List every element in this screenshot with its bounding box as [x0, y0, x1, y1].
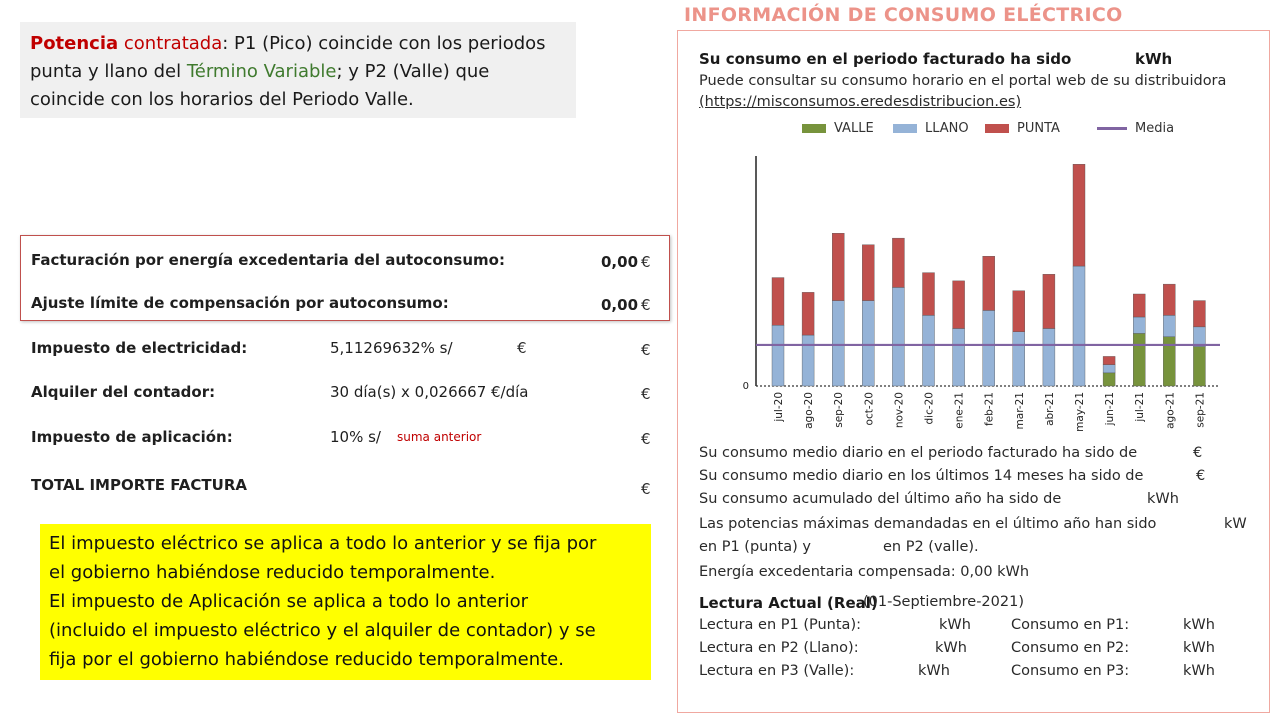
- bar-punta: [862, 245, 874, 301]
- bar-llano: [892, 287, 904, 386]
- euro-sign: €: [641, 430, 651, 448]
- impuestos-note-line: El impuesto eléctrico se aplica a todo lo anterior y se fija por: [49, 533, 597, 554]
- bar-punta: [953, 281, 965, 329]
- stat-energia-excedentaria: Energía excedentaria compensada: 0,00 kWh: [699, 564, 1030, 580]
- bar-llano: [832, 301, 844, 386]
- consumo-p2-unit: kWh: [1183, 640, 1215, 656]
- suma-anterior-note: suma anterior: [397, 430, 482, 444]
- x-tick-label: sep-21: [1194, 392, 1207, 428]
- bar-llano: [862, 301, 874, 386]
- x-tick-label: ago-21: [1164, 392, 1177, 429]
- legend-llano-label: LLANO: [925, 121, 969, 136]
- bar-llano: [923, 315, 935, 386]
- bar-punta: [802, 292, 814, 335]
- distribuidora-link[interactable]: (https://misconsumos.eredesdistribucion.es): [699, 94, 1022, 110]
- y-tick-label: 0: [742, 381, 749, 392]
- bar-punta: [1043, 274, 1055, 328]
- x-tick-label: dic-20: [923, 392, 936, 425]
- x-tick-label: jul-20: [773, 392, 785, 422]
- consumo-p1-unit: kWh: [1183, 617, 1215, 633]
- potencia-text-1: : P1 (Pico) coincide con los periodos punta y llano del: [30, 33, 546, 82]
- legend-llano-swatch: [893, 124, 917, 133]
- termino-variable-word: Término Variable: [186, 61, 337, 82]
- bar-llano: [1163, 315, 1175, 336]
- lectura-p1-label: Lectura en P1 (Punta):: [699, 617, 861, 633]
- impuesto-aplicacion-rate: 10% s/: [330, 428, 381, 446]
- euro-sign: €: [641, 385, 651, 403]
- consumo-p3-unit: kWh: [1183, 663, 1215, 679]
- lectura-p2-label: Lectura en P2 (Llano):: [699, 640, 859, 656]
- bar-punta: [1133, 294, 1145, 317]
- excedentaria-label: Facturación por energía excedentaria del autoconsumo:: [31, 251, 505, 269]
- potencia-note: [20, 22, 576, 118]
- stat-acumulado-unit: kWh: [1147, 491, 1179, 507]
- bar-punta: [923, 273, 935, 316]
- lectura-date: (01-Septiembre-2021): [863, 594, 1024, 610]
- bar-punta: [1103, 356, 1115, 364]
- total-importe-label: TOTAL IMPORTE FACTURA: [31, 476, 247, 494]
- x-tick-label: mar-21: [1013, 392, 1026, 430]
- bar-llano: [983, 310, 995, 386]
- stat-medio-14-meses-unit: €: [1196, 468, 1206, 484]
- x-tick-label: feb-21: [983, 392, 996, 426]
- consumo-p1-label: Consumo en P1:: [1011, 617, 1130, 633]
- impuesto-electricidad-label: Impuesto de electricidad:: [31, 339, 248, 357]
- potencia-word: Potencia: [30, 33, 119, 54]
- consumo-subtext: Puede consultar su consumo horario en el portal web de su distribuidora: [699, 73, 1227, 89]
- legend-media-swatch: [1097, 127, 1127, 130]
- bar-punta: [1163, 284, 1175, 315]
- euro-sign: €: [641, 296, 651, 314]
- consumo-panel-title: INFORMACIÓN DE CONSUMO ELÉCTRICO: [684, 4, 1123, 26]
- bar-llano: [1103, 365, 1115, 373]
- potencia-text-2: ; y P2 (Valle) que coincide con los horarios del Periodo Valle.: [30, 61, 490, 110]
- legend-punta: [985, 121, 1060, 136]
- stat-potencia-p2: en P2 (valle).: [883, 539, 979, 555]
- lectura-heading: Lectura Actual (Real): [699, 594, 878, 612]
- impuestos-note-line: El impuesto de Aplicación se aplica a todo lo anterior: [49, 591, 529, 612]
- bar-llano: [802, 335, 814, 386]
- x-tick-label: oct-20: [863, 392, 876, 426]
- x-tick-label: nov-20: [893, 392, 906, 429]
- x-tick-label: jul-21: [1134, 392, 1147, 422]
- bar-punta: [892, 238, 904, 287]
- lectura-p2-unit: kWh: [935, 640, 967, 656]
- ajuste-label: Ajuste límite de compensación por autoconsumo:: [31, 294, 449, 312]
- legend-punta-label: PUNTA: [1017, 121, 1060, 136]
- x-tick-label: jun-21: [1104, 392, 1117, 426]
- legend-valle-label: VALLE: [834, 121, 874, 136]
- legend-media-label: Media: [1135, 121, 1175, 136]
- bar-llano: [1013, 332, 1025, 386]
- bar-llano: [953, 329, 965, 387]
- consumo-p2-label: Consumo en P2:: [1011, 640, 1130, 656]
- alquiler-contador-label: Alquiler del contador:: [31, 383, 216, 401]
- x-tick-label: abr-21: [1043, 392, 1056, 426]
- x-tick-label: may-21: [1074, 392, 1086, 432]
- bar-punta: [772, 278, 784, 326]
- consumo-chart: [730, 150, 1230, 440]
- excedentaria-value: 0,00: [601, 253, 639, 271]
- contratada-word: contratada: [118, 33, 223, 54]
- impuestos-note: [40, 524, 651, 680]
- legend-valle: [802, 121, 874, 136]
- alquiler-contador-rate: 30 día(s) x 0,026667 €/día: [330, 383, 529, 401]
- bar-punta: [1013, 291, 1025, 332]
- bar-valle: [1103, 373, 1115, 386]
- consumo-heading-unit: kWh: [1135, 50, 1173, 68]
- lectura-p3-label: Lectura en P3 (Valle):: [699, 663, 855, 679]
- impuestos-note-line: fija por el gobierno habiéndose reducido temporalmente.: [49, 649, 564, 670]
- bar-llano: [1193, 327, 1205, 347]
- x-tick-label: ene-21: [953, 392, 966, 429]
- bar-llano: [1073, 266, 1085, 386]
- bar-punta: [832, 233, 844, 300]
- lectura-p1-unit: kWh: [939, 617, 971, 633]
- consumo-p3-label: Consumo en P3:: [1011, 663, 1130, 679]
- euro-sign: €: [641, 253, 651, 271]
- lectura-p3-unit: kWh: [918, 663, 950, 679]
- impuesto-aplicacion-label: Impuesto de aplicación:: [31, 428, 233, 446]
- legend-punta-swatch: [985, 124, 1009, 133]
- euro-sign: €: [641, 480, 651, 498]
- impuesto-electricidad-rate: 5,11269632% s/: [330, 339, 453, 357]
- bar-punta: [983, 256, 995, 310]
- bar-valle: [1193, 347, 1205, 386]
- euro-sign: €: [517, 339, 527, 357]
- bar-punta: [1193, 301, 1205, 327]
- bar-llano: [1133, 317, 1145, 333]
- stat-potencias: Las potencias máximas demandadas en el último año han sido: [699, 516, 1157, 532]
- stat-medio-periodo: Su consumo medio diario en el periodo facturado ha sido de: [699, 445, 1138, 461]
- bar-llano: [1043, 329, 1055, 387]
- impuestos-note-line: (incluido el impuesto eléctrico y el alquiler de contador) y se: [49, 620, 596, 641]
- stat-medio-14-meses: Su consumo medio diario en los últimos 14 meses ha sido de: [699, 468, 1144, 484]
- stat-acumulado: Su consumo acumulado del último año ha sido de: [699, 491, 1062, 507]
- legend-llano: [893, 121, 969, 136]
- euro-sign: €: [641, 341, 651, 359]
- impuestos-note-line: el gobierno habiéndose reducido temporalmente.: [49, 562, 496, 583]
- x-tick-label: sep-20: [833, 392, 846, 428]
- bar-llano: [772, 325, 784, 386]
- stat-potencia-p1: en P1 (punta) y: [699, 539, 811, 555]
- stat-potencias-unit: kW: [1224, 516, 1247, 532]
- legend-valle-swatch: [802, 124, 826, 133]
- ajuste-value: 0,00: [601, 296, 639, 314]
- consumo-heading: Su consumo en el periodo facturado ha sido: [699, 50, 1072, 68]
- stat-medio-periodo-unit: €: [1193, 445, 1203, 461]
- bar-punta: [1073, 164, 1085, 266]
- x-tick-label: ago-20: [803, 392, 816, 429]
- legend-media: [1097, 121, 1174, 136]
- bar-valle: [1133, 333, 1145, 386]
